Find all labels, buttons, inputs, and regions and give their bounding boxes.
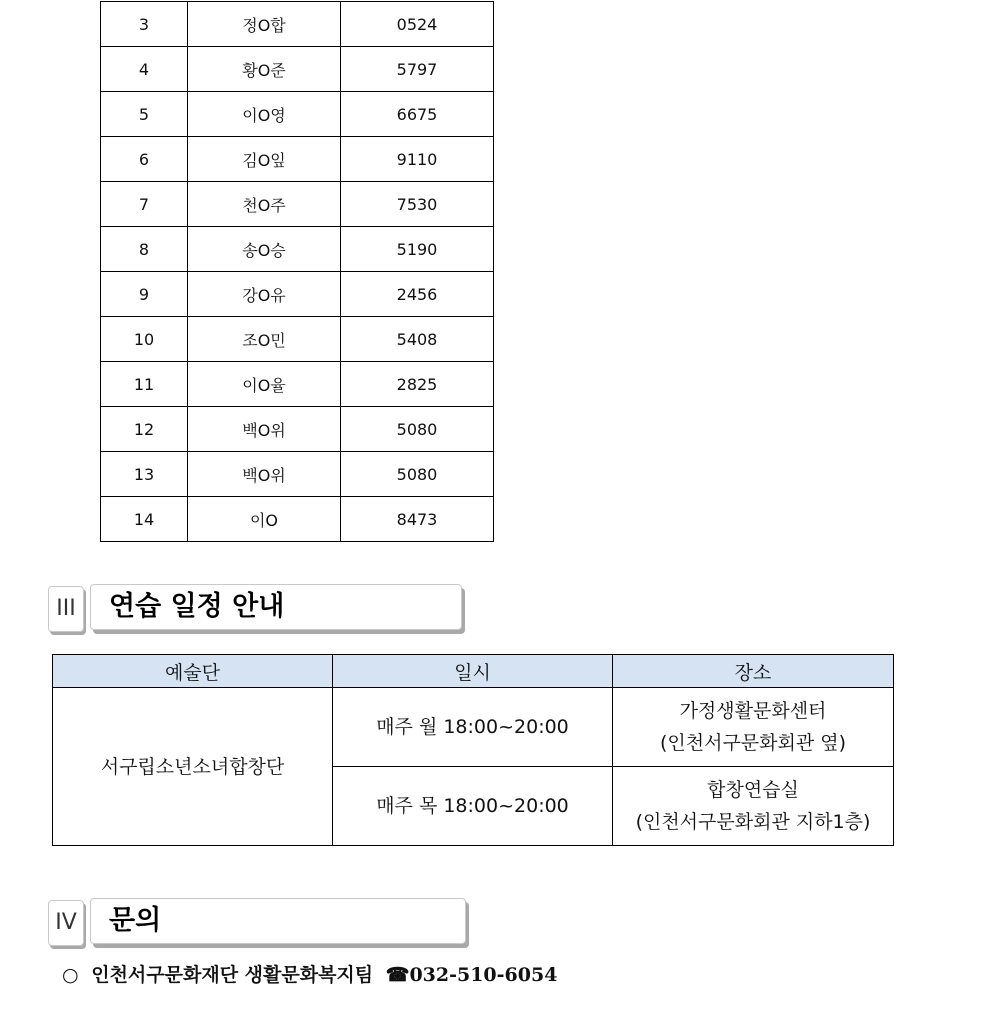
schedule-table xyxy=(52,654,894,846)
row-code: 5190 xyxy=(341,227,494,272)
row-code: 2456 xyxy=(341,272,494,317)
table-row xyxy=(101,407,494,452)
place-line: (인천서구문화회관 지하1층) xyxy=(635,811,871,833)
results-table xyxy=(100,1,494,542)
row-code: 5080 xyxy=(341,407,494,452)
table-row xyxy=(101,272,494,317)
place-cell xyxy=(613,688,894,767)
row-code: 5080 xyxy=(341,452,494,497)
row-number: 3 xyxy=(101,2,188,47)
row-number: 13 xyxy=(101,452,188,497)
table-row xyxy=(101,452,494,497)
row-name: 백O위 xyxy=(188,407,341,452)
place-line: (인천서구문화회관 옆) xyxy=(659,732,847,754)
section-title: 문의 xyxy=(90,898,466,944)
section-number: III xyxy=(48,586,84,632)
row-name: 백O위 xyxy=(188,452,341,497)
row-number: 8 xyxy=(101,227,188,272)
row-name: 이O영 xyxy=(188,92,341,137)
row-number: 6 xyxy=(101,137,188,182)
row-name: 황O준 xyxy=(188,47,341,92)
table-row xyxy=(101,92,494,137)
header-group: 예술단 xyxy=(53,655,333,688)
header-datetime: 일시 xyxy=(333,655,613,688)
section-title: 연습 일정 안내 xyxy=(90,584,462,630)
header-place: 장소 xyxy=(613,655,894,688)
contact-line xyxy=(62,960,563,987)
row-name: 강O유 xyxy=(188,272,341,317)
table-row xyxy=(53,688,894,767)
row-number: 9 xyxy=(101,272,188,317)
row-code: 5408 xyxy=(341,317,494,362)
row-name: 이O xyxy=(188,497,341,542)
row-name: 천O주 xyxy=(188,182,341,227)
row-code: 2825 xyxy=(341,362,494,407)
row-code: 7530 xyxy=(341,182,494,227)
contact-phone: ☎032-510-6054 xyxy=(385,964,558,986)
bullet-icon: ○ xyxy=(62,964,79,986)
row-number: 4 xyxy=(101,47,188,92)
row-number: 12 xyxy=(101,407,188,452)
table-row xyxy=(101,317,494,362)
table-row xyxy=(101,47,494,92)
table-row xyxy=(101,2,494,47)
contact-text: 인천서구문화재단 생활문화복지팀 xyxy=(91,964,374,986)
row-number: 10 xyxy=(101,317,188,362)
row-number: 5 xyxy=(101,92,188,137)
section-number: IV xyxy=(48,900,84,946)
place-line: 가정생활문화센터 xyxy=(679,700,827,722)
datetime-cell: 매주 목 18:00~20:00 xyxy=(333,767,613,846)
table-row xyxy=(101,362,494,407)
table-row xyxy=(101,497,494,542)
row-name: 송O승 xyxy=(188,227,341,272)
row-name: 조O민 xyxy=(188,317,341,362)
table-row xyxy=(101,137,494,182)
table-row xyxy=(101,227,494,272)
row-number: 11 xyxy=(101,362,188,407)
table-row xyxy=(101,182,494,227)
row-name: 김O잎 xyxy=(188,137,341,182)
datetime-cell: 매주 월 18:00~20:00 xyxy=(333,688,613,767)
place-line: 합창연습실 xyxy=(707,779,799,801)
place-cell xyxy=(613,767,894,846)
row-number: 7 xyxy=(101,182,188,227)
row-code: 8473 xyxy=(341,497,494,542)
row-code: 9110 xyxy=(341,137,494,182)
row-code: 5797 xyxy=(341,47,494,92)
row-number: 14 xyxy=(101,497,188,542)
row-code: 6675 xyxy=(341,92,494,137)
table-header-row xyxy=(53,655,894,688)
row-name: 이O율 xyxy=(188,362,341,407)
group-cell: 서구립소년소녀합창단 xyxy=(53,688,333,846)
row-code: 0524 xyxy=(341,2,494,47)
row-name: 정O합 xyxy=(188,2,341,47)
